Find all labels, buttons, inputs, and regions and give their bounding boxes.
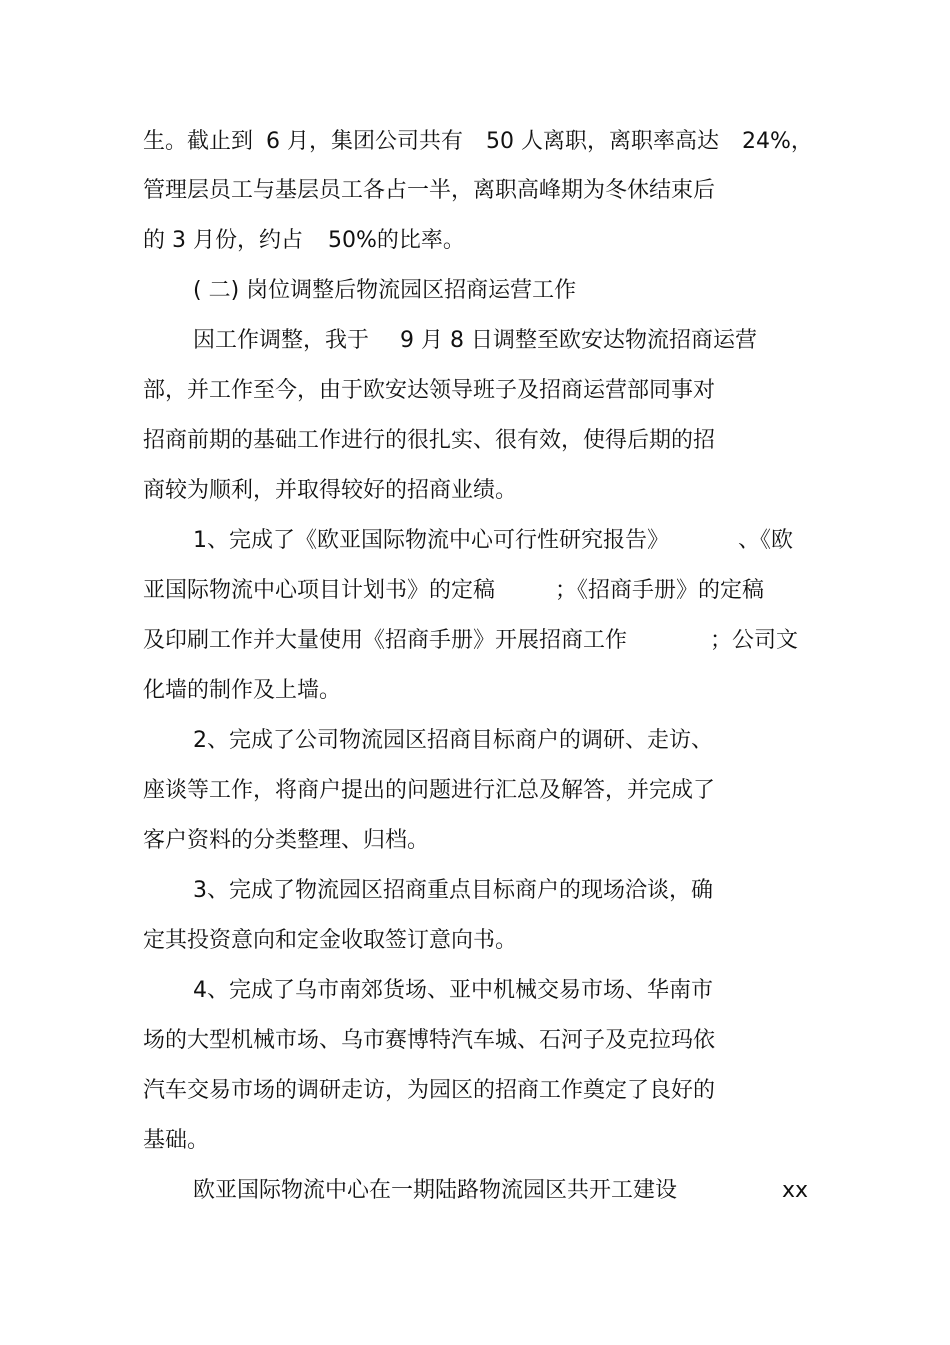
text-segment: ( 二) 岗位调整后物流园区招商运营工作	[193, 278, 577, 303]
text-line	[0, 1026, 950, 1056]
text-line	[0, 1076, 950, 1106]
text-line	[0, 1126, 950, 1156]
text-segment: 50%的比率。	[328, 228, 465, 253]
text-segment: xx	[782, 1178, 809, 1203]
text-segment: 化墙的制作及上墙。	[143, 678, 342, 703]
text-line	[0, 676, 950, 706]
text-segment: 4、完成了乌市南郊货场、亚中机械交易市场、华南市	[193, 978, 713, 1003]
text-segment: 基础。	[143, 1128, 210, 1153]
text-line	[0, 1176, 950, 1206]
text-segment: 、《欧	[738, 528, 794, 553]
text-segment: 场的大型机械市场、乌市赛博特汽车城、石河子及克拉玛依	[143, 1028, 716, 1053]
text-segment: 因工作调整，我于	[193, 328, 370, 353]
text-line	[0, 176, 950, 206]
text-segment: 招商前期的基础工作进行的很扎实、很有效，使得后期的招	[143, 428, 716, 453]
text-segment: 欧亚国际物流中心在一期陆路物流园区共开工建设	[193, 1178, 678, 1203]
text-segment: 1、完成了《欧亚国际物流中心可行性研究报告》	[193, 528, 669, 553]
text-segment: 客户资料的分类整理、归档。	[143, 828, 430, 853]
text-line	[0, 576, 950, 606]
list-item-2	[0, 726, 950, 756]
list-item-1	[0, 526, 950, 556]
text-segment: 50 人离职，离职率高达	[486, 129, 719, 154]
text-segment: 定其投资意向和定金收取签订意向书。	[143, 928, 518, 953]
text-segment: ；《招商手册》的定稿	[555, 578, 765, 603]
text-segment: 部，并工作至今，由于欧安达领导班子及招商运营部同事对	[143, 378, 716, 403]
text-segment: 汽车交易市场的调研走访，为园区的招商工作奠定了良好的	[143, 1078, 716, 1103]
text-line	[0, 326, 950, 356]
text-segment: 9 月 8 日调整至欧安达物流招商运营	[400, 328, 757, 353]
text-line	[0, 826, 950, 856]
text-line	[0, 476, 950, 506]
text-segment: 管理层员工与基层员工各占一半，离职高峰期为冬休结束后	[143, 178, 716, 203]
section-heading	[0, 276, 950, 306]
text-line	[0, 926, 950, 956]
text-line	[0, 376, 950, 406]
text-line	[0, 626, 950, 656]
text-segment: 3、完成了物流园区招商重点目标商户的现场洽谈，确	[193, 878, 713, 903]
list-item-4	[0, 976, 950, 1006]
text-segment: ；公司文	[710, 628, 799, 653]
text-segment: 6 月，集团公司共有	[266, 129, 463, 154]
text-line	[0, 776, 950, 806]
text-segment: 2、完成了公司物流园区招商目标商户的调研、走访、	[193, 728, 713, 753]
list-item-3	[0, 876, 950, 906]
text-line	[0, 226, 950, 256]
text-segment: 商较为顺利，并取得较好的招商业绩。	[143, 478, 518, 503]
text-line	[0, 426, 950, 456]
text-segment: 24%，	[742, 129, 813, 154]
text-segment: 的 3 月份，约占	[143, 228, 303, 253]
text-segment: 亚国际物流中心项目计划书》的定稿	[143, 578, 496, 603]
text-line	[0, 127, 950, 157]
text-segment: 生。截止到	[143, 129, 254, 154]
text-segment: 座谈等工作，将商户提出的问题进行汇总及解答，并完成了	[143, 778, 716, 803]
text-segment: 及印刷工作并大量使用《招商手册》开展招商工作	[143, 628, 628, 653]
